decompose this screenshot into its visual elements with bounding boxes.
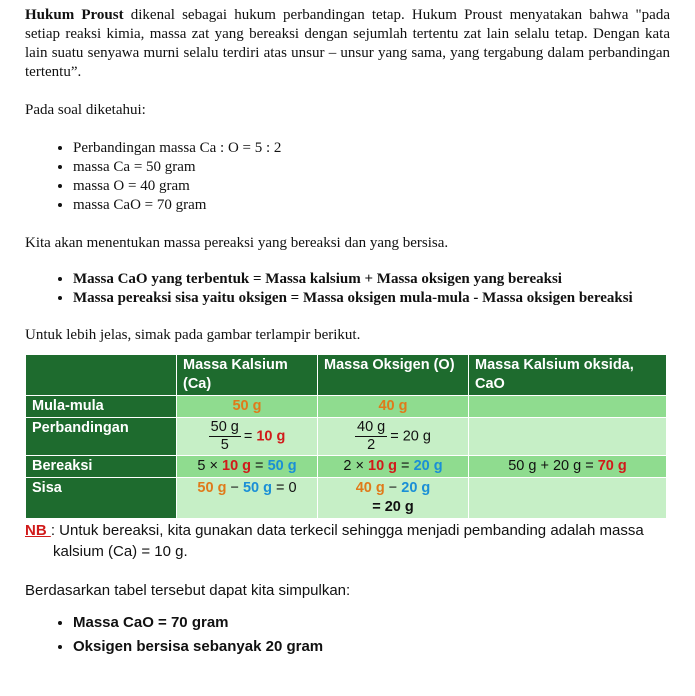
- cell-bereaksi-o: [318, 456, 469, 478]
- conclusion-heading: Berdasarkan tabel tersebut dapat kita simpulkan:: [25, 582, 351, 599]
- known-list: [25, 139, 670, 215]
- list-item: • Massa CaO yang terbentuk = Massa kalsium + Massa oksigen yang bereaksi: [73, 270, 670, 289]
- intro-text: dikenal sebagai hukum perbandingan tetap. Hukum Proust menyatakan bahwa "pada setiap reaksi kimia, massa zat yang bereaksi dengan sejumlah tertentu zat lain selalu tetap. Dengan kata lain suatu senyawa murni selalu terdiri atas unsur – unsur yang sama, yang tergabung dalam perbandingan tertentu”.: [25, 7, 670, 80]
- ca-fraction-num: 50 g: [210, 419, 239, 435]
- intro-paragraph: [25, 6, 670, 82]
- o-react-result: 20 g: [413, 458, 443, 474]
- document-page: [25, 6, 670, 659]
- ca-fraction: [209, 419, 241, 454]
- table-header-o: Massa Oksigen (O): [318, 355, 469, 396]
- ca-react-factor: 10 g: [222, 458, 252, 474]
- ca-react-prefix: 5 ×: [197, 458, 223, 474]
- cell-banding-o: [318, 418, 469, 456]
- o-fraction-den: 2: [367, 437, 376, 453]
- table-header-empty: [26, 355, 177, 396]
- mula-o-value: 40 g: [378, 398, 408, 414]
- cell-bereaksi-cao: [469, 456, 667, 478]
- ca-rest-reacted: 50 g: [242, 480, 272, 496]
- o-fraction-num: 40 g: [357, 419, 386, 435]
- row-label-mula: Mula-mula: [26, 396, 177, 418]
- table-row: [26, 456, 667, 478]
- ca-fraction-den: 5: [220, 437, 229, 453]
- ca-rest-result: = 0: [271, 480, 297, 496]
- nb-text: : Untuk bereaksi, kita gunakan data terkecil sehingga menjadi pembanding adalah massa kalsium (Ca) = 10 g.: [50, 522, 644, 560]
- list-item: • massa O = 40 gram: [73, 177, 670, 196]
- o-rest-reacted: 20 g: [401, 480, 431, 496]
- ca-rest-minus: −: [226, 480, 243, 496]
- cell-mula-cao: [469, 396, 667, 418]
- goal-text: Kita akan menentukan massa pereaksi yang bereaksi dan yang bersisa.: [25, 235, 449, 251]
- cao-react-sum: 50 g + 20 g =: [508, 458, 598, 474]
- table-row: [26, 396, 667, 418]
- o-ratio-result: = 20 g: [390, 428, 431, 445]
- cell-sisa-ca: [177, 478, 318, 519]
- row-label-bereaksi: Bereaksi: [26, 456, 177, 478]
- conclusion-list: [25, 611, 670, 659]
- ca-react-result: 50 g: [267, 458, 297, 474]
- ca-equals: =: [243, 428, 257, 445]
- nb-note: [25, 520, 670, 562]
- o-rest-result: = 20 g: [372, 499, 414, 515]
- mula-ca-value: 50 g: [232, 398, 262, 414]
- goal-list: [25, 270, 670, 308]
- stoichiometry-table: [25, 354, 667, 519]
- o-react-factor: 10 g: [368, 458, 398, 474]
- cao-react-result: 70 g: [597, 458, 627, 474]
- list-item: • massa CaO = 70 gram: [73, 196, 670, 215]
- nb-label: NB: [25, 522, 51, 539]
- cell-mula-o: [318, 396, 469, 418]
- ca-react-eq: =: [251, 458, 268, 474]
- list-item: • Oksigen bersisa sebanyak 20 gram: [73, 635, 670, 659]
- ca-ratio-result: 10 g: [256, 428, 286, 445]
- ca-rest-initial: 50 g: [197, 480, 227, 496]
- row-label-banding: Perbandingan: [26, 418, 177, 456]
- known-heading: Pada soal diketahui:: [25, 102, 146, 118]
- see-text: Untuk lebih jelas, simak pada gambar terlampir berikut.: [25, 327, 361, 343]
- list-item: • Massa pereaksi sisa yaitu oksigen = Massa oksigen mula-mula - Massa oksigen bereaksi: [73, 289, 670, 308]
- table-header-ca: Massa Kalsium (Ca): [177, 355, 318, 396]
- cell-sisa-o: [318, 478, 469, 519]
- o-react-eq: =: [397, 458, 414, 474]
- list-item: • Perbandingan massa Ca : O = 5 : 2: [73, 139, 670, 158]
- cell-banding-cao: [469, 418, 667, 456]
- table-header-cao: Massa Kalsium oksida, CaO: [469, 355, 667, 396]
- cell-mula-ca: [177, 396, 318, 418]
- o-react-prefix: 2 ×: [343, 458, 369, 474]
- cell-banding-ca: [177, 418, 318, 456]
- row-label-sisa: Sisa: [26, 478, 177, 519]
- o-fraction: [355, 419, 387, 454]
- list-item: • Massa CaO = 70 gram: [73, 611, 670, 635]
- table-row: [26, 418, 667, 456]
- o-rest-initial: 40 g: [355, 480, 385, 496]
- list-item: • massa Ca = 50 gram: [73, 158, 670, 177]
- o-rest-minus: −: [384, 480, 402, 496]
- table-row: [26, 478, 667, 519]
- intro-title: Hukum Proust: [25, 7, 124, 23]
- cell-bereaksi-ca: [177, 456, 318, 478]
- cell-sisa-cao: [469, 478, 667, 519]
